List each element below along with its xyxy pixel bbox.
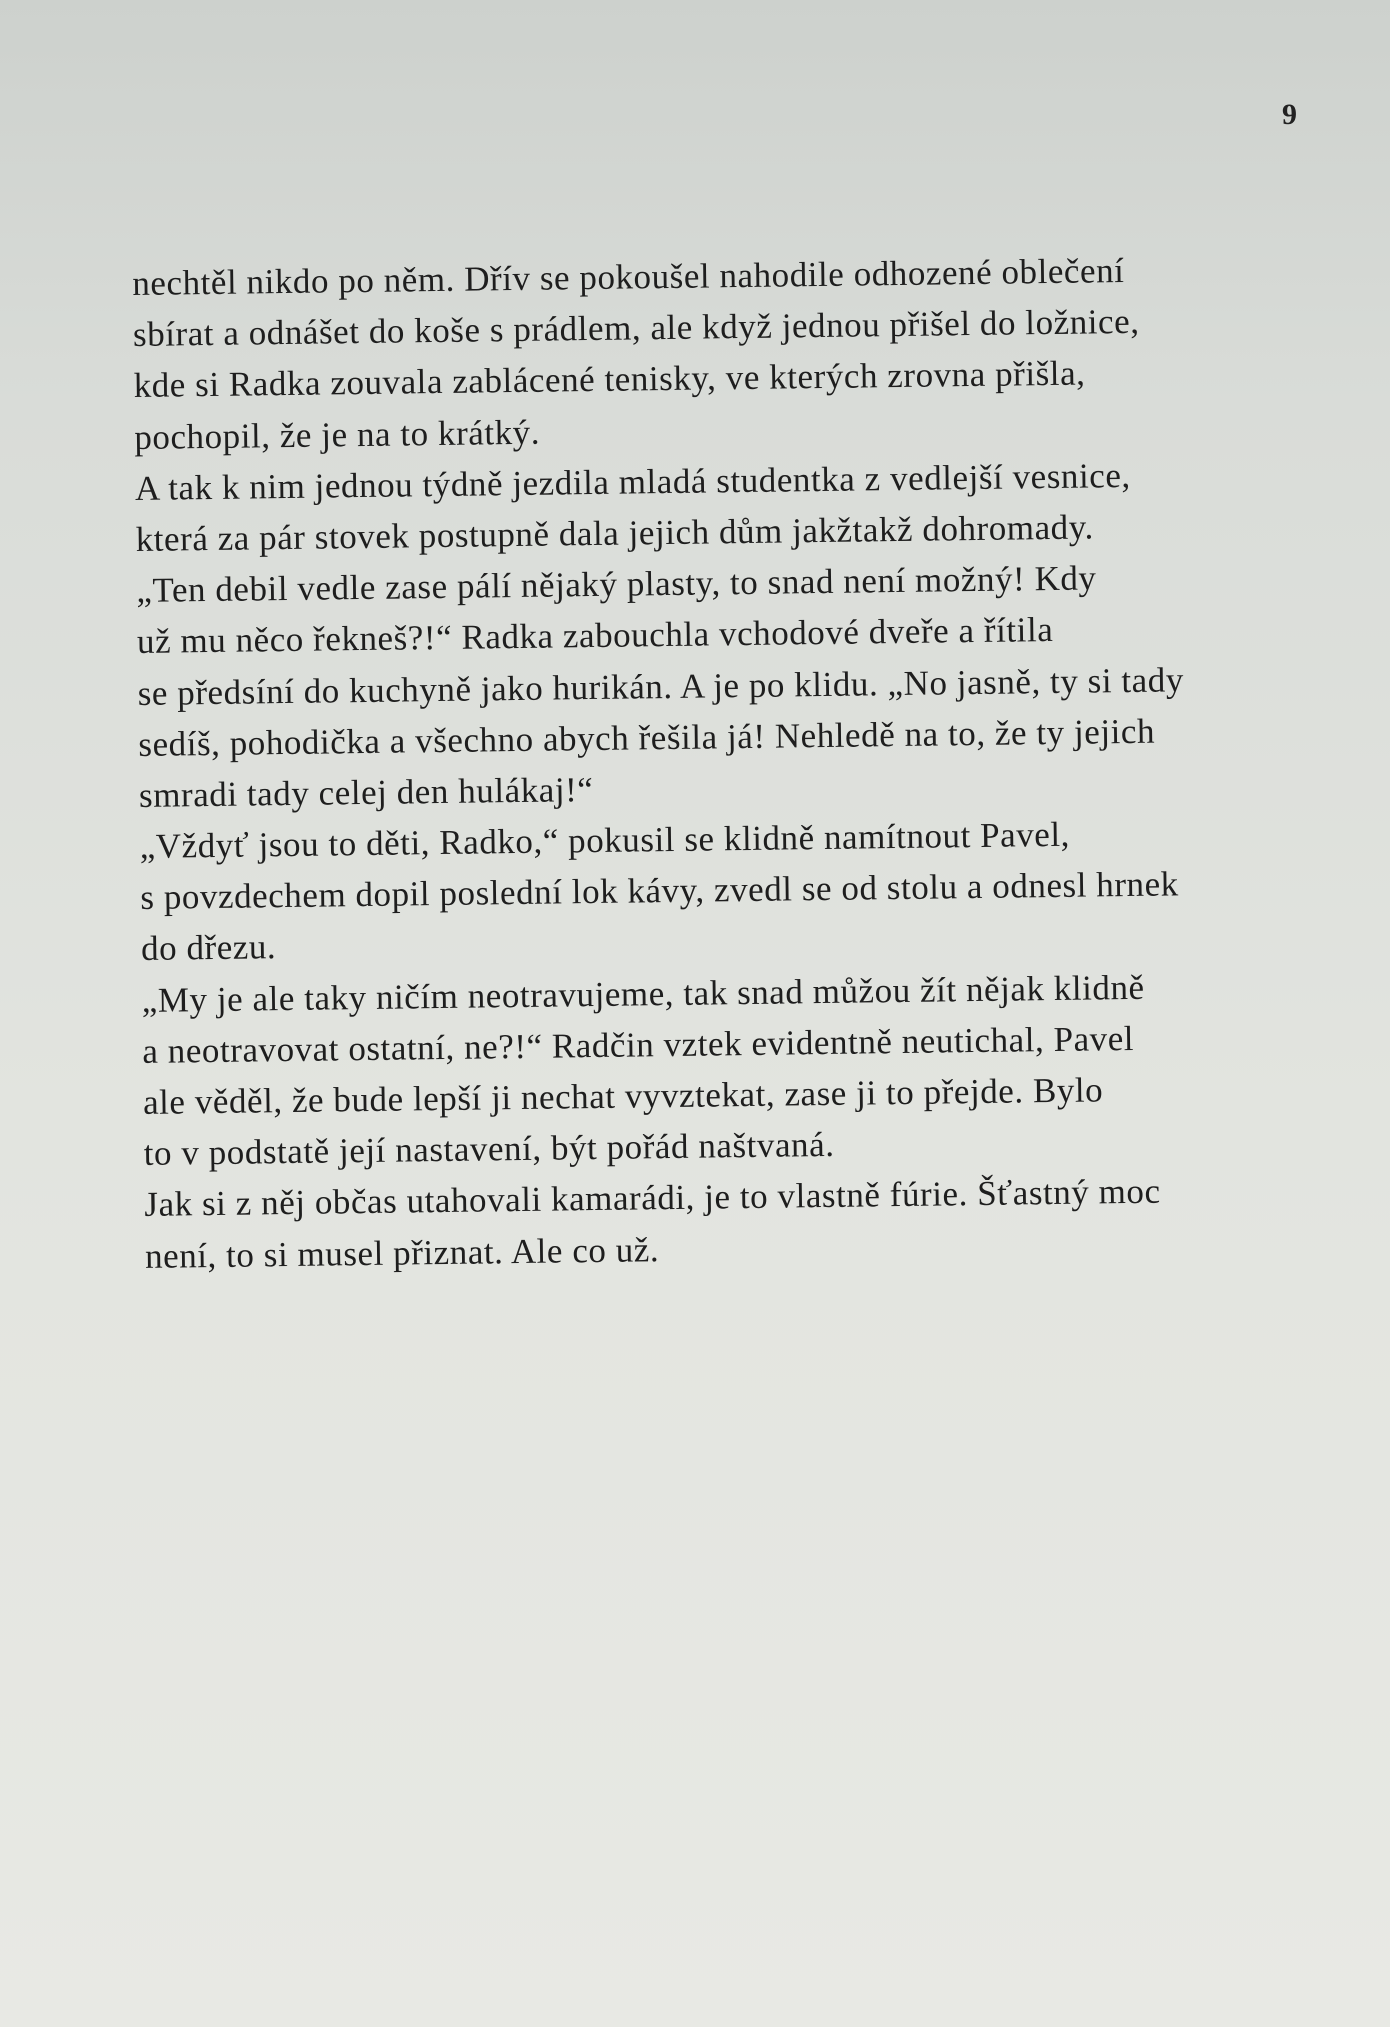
text-line: kde si Radka zouvala zablácené tenisky, ve kterých zrovna přišla, [133, 353, 1086, 406]
text-line: sbírat a odnášet do koše s prádlem, ale když jednou přišel do ložnice, [132, 302, 1140, 355]
text-line: a neotravovat ostatní, ne?!“ Radčin vztek evidentně neutichal, Pavel [142, 1018, 1135, 1071]
text-line: nechtěl nikdo po něm. Dřív se pokoušel nahodile odhozené oblečení [132, 251, 1125, 303]
text-line: „My je ale taky ničím neotravujeme, tak snad můžou žít nějak klidně [141, 967, 1145, 1020]
text-line: s povzdechem dopil poslední lok kávy, zvedl se od stolu a odnesl hrnek [140, 864, 1179, 918]
text-line: se předsíní do kuchyně jako hurikán. A je po klidu. „No jasně, ty si tady [137, 659, 1185, 713]
text-line: A tak k nim jednou týdně jezdila mladá studentka z vedlejší vesnice, [134, 455, 1131, 508]
text-line: pochopil, že je na to krátký. [134, 412, 541, 457]
text-line: Jak si z něj občas utahovali kamarádi, je to vlastně fúrie. Šťastný moc [144, 1171, 1161, 1225]
page-number: 9 [1282, 98, 1297, 131]
text-line: do dřezu. [140, 927, 277, 969]
text-line: už mu něco řekneš?!“ Radka zabouchla vchodové dveře a řítila [136, 610, 1054, 662]
body-text [132, 243, 1325, 1282]
text-line: smradi tady celej den hulákaj!“ [138, 769, 594, 815]
text-line: „Ten debil vedle zase pálí nějaký plasty, to snad není možný! Kdy [136, 558, 1097, 611]
text-line: to v podstatě její nastavení, být pořád naštvaná. [143, 1125, 835, 1174]
text-line: která za pár stovek postupně dala jejich dům jakžtakž dohromady. [135, 507, 1095, 559]
text-line: není, to si musel přiznat. Ale co už. [144, 1229, 660, 1276]
text-line: „Vždyť jsou to děti, Radko,“ pokusil se klidně namítnout Pavel, [139, 814, 1071, 867]
text-line: ale věděl, že bude lepší ji nechat vyvztekat, zase ji to přejde. Bylo [142, 1070, 1104, 1122]
text-line: sedíš, pohodička a všechno abych řešila já! Nehledě na to, že ty jejich [138, 711, 1156, 764]
